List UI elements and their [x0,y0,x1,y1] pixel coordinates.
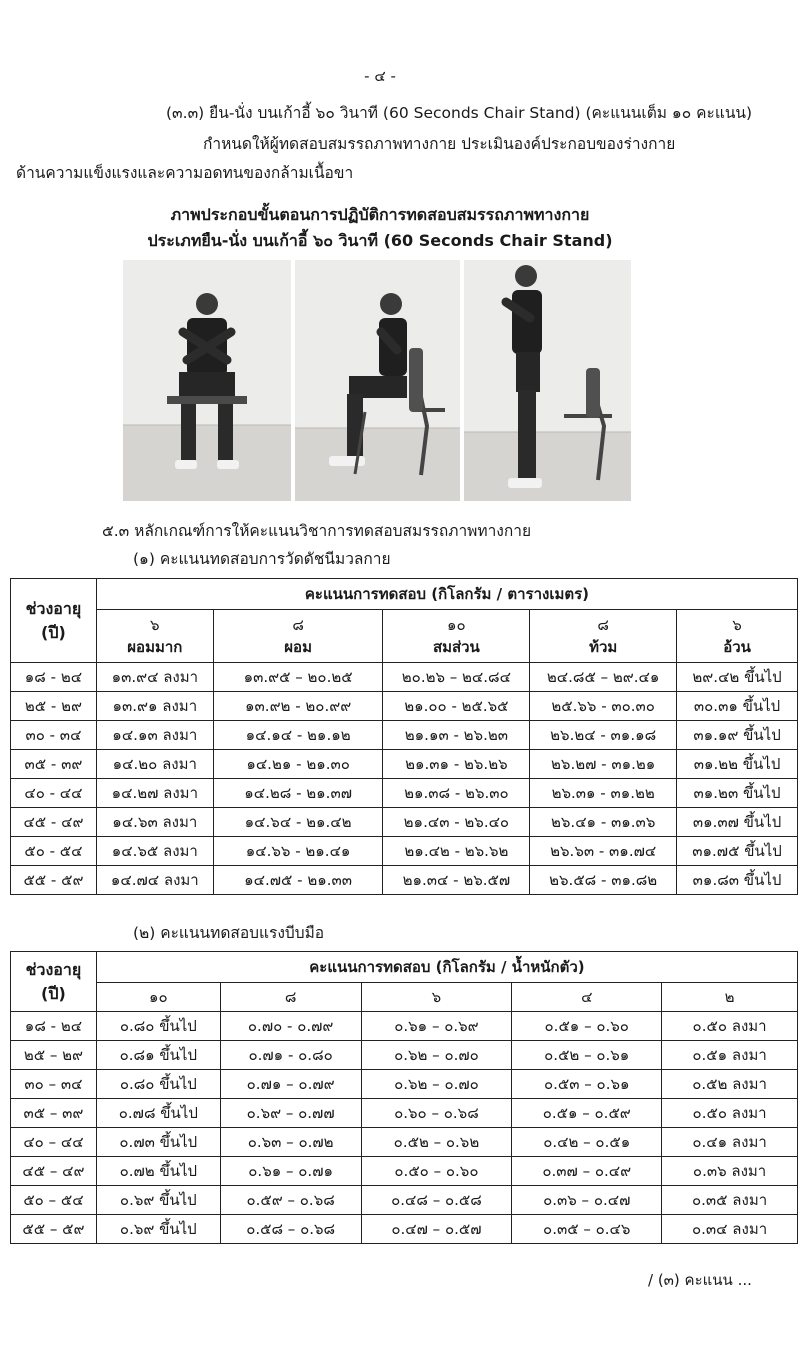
table-row [11,837,798,866]
value-cell: ๒๖.๒๔ - ๓๑.๑๘ [530,721,677,750]
age-cell: ๔๕ - ๔๙ [11,808,97,837]
value-cell: ๐.๕๑ – ๐.๖๐ [512,1012,662,1041]
value-cell: ๒๔.๘๕ – ๒๙.๔๑ [530,663,677,692]
value-cell: ๐.๕๒ ลงมา [662,1070,798,1099]
value-cell: ๐.๖๑ – ๐.๖๙ [361,1012,512,1041]
value-cell: ๑๔.๖๓ ลงมา [96,808,213,837]
value-cell: ๑๔.๒๗ ลงมา [96,779,213,808]
bmi-age-header: ช่วงอายุ (ปี) [11,579,97,663]
age-cell: ๓๐ - ๓๔ [11,721,97,750]
table-row [11,1157,798,1186]
bmi-level-thin: ๘ ผอม [213,610,383,663]
age-cell: ๒๕ - ๒๙ [11,692,97,721]
grip-score-6: ๖ [361,983,512,1012]
age-cell: ๕๕ – ๕๙ [11,1215,97,1244]
value-cell: ๐.๔๘ – ๐.๕๘ [361,1186,512,1215]
value-cell: ๐.๕๑ – ๐.๕๙ [512,1099,662,1128]
value-cell: ๐.๖๙ ขึ้นไป [96,1186,220,1215]
table-row [11,1215,798,1244]
bmi-score-table [10,578,798,895]
value-cell: ๐.๗๘ ขึ้นไป [96,1099,220,1128]
bmi-level-normal: ๑๐ สมส่วน [383,610,530,663]
value-cell: ๐.๕๓ – ๐.๖๑ [512,1070,662,1099]
age-cell: ๑๘ - ๒๔ [11,1012,97,1041]
value-cell: ๒๕.๖๖ - ๓๐.๓๐ [530,692,677,721]
photo-front-seated [123,260,291,501]
value-cell: ๒๑.๓๘ - ๒๖.๓๐ [383,779,530,808]
footer-continue: / (๓) คะแนน ... [648,1271,752,1289]
table-row [11,866,798,895]
chair-stand-photos [123,260,631,501]
value-cell: ๐.๓๖ – ๐.๔๗ [512,1186,662,1215]
value-cell: ๐.๕๒ – ๐.๖๒ [361,1128,512,1157]
value-cell: ๐.๓๖ ลงมา [662,1157,798,1186]
value-cell: ๐.๖๒ – ๐.๗๐ [361,1041,512,1070]
value-cell: ๒๖.๖๓ - ๓๑.๗๔ [530,837,677,866]
value-cell: ๐.๖๐ – ๐.๖๘ [361,1099,512,1128]
value-cell: ๑๔.๒๐ ลงมา [96,750,213,779]
value-cell: ๐.๕๐ ลงมา [662,1099,798,1128]
table-row [11,692,798,721]
value-cell: ๐.๘๑ ขึ้นไป [96,1041,220,1070]
value-cell: ๐.๘๐ ขึ้นไป [96,1070,220,1099]
table-row [11,663,798,692]
value-cell: ๑๔.๒๘ - ๒๑.๓๗ [213,779,383,808]
table-row [11,721,798,750]
bmi-level-chubby: ๘ ท้วม [530,610,677,663]
value-cell: ๑๔.๖๔ - ๒๑.๔๒ [213,808,383,837]
table-row [11,1070,798,1099]
value-cell: ๐.๕๒ – ๐.๖๑ [512,1041,662,1070]
table-row [11,1099,798,1128]
value-cell: ๑๔.๑๔ - ๒๑.๑๒ [213,721,383,750]
age-cell: ๒๕ – ๒๙ [11,1041,97,1070]
value-cell: ๑๓.๙๑ ลงมา [96,692,213,721]
value-cell: ๑๓.๙๒ - ๒๐.๙๙ [213,692,383,721]
age-cell: ๓๕ – ๓๙ [11,1099,97,1128]
bmi-score-header: คะแนนการทดสอบ (กิโลกรัม / ตารางเมตร) [96,579,797,610]
value-cell: ๐.๕๐ – ๐.๖๐ [361,1157,512,1186]
value-cell: ๒๐.๒๖ – ๒๔.๘๔ [383,663,530,692]
table-row [11,750,798,779]
value-cell: ๐.๗๑ - ๐.๘๐ [220,1041,361,1070]
section-33-desc-line1: กำหนดให้ผู้ทดสอบสมรรถภาพทางกาย ประเมินองค์ประกอบของร่างกาย [203,135,676,153]
value-cell: ๑๔.๒๑ - ๒๑.๓๐ [213,750,383,779]
value-cell: ๓๑.๓๗ ขึ้นไป [677,808,798,837]
figure-caption-line1: ภาพประกอบขั้นตอนการปฏิบัติการทดสอบสมรรถภาพทางกาย [170,205,590,224]
value-cell: ๑๔.๗๕ - ๒๑.๓๓ [213,866,383,895]
table-row [11,1186,798,1215]
value-cell: ๐.๓๔ ลงมา [662,1215,798,1244]
table-row [11,1012,798,1041]
value-cell: ๐.๗๓ ขึ้นไป [96,1128,220,1157]
section-33-desc-line2: ด้านความแข็งแรงและความอดทนของกล้ามเนื้อขา [16,164,354,182]
value-cell: ๑๓.๙๔ ลงมา [96,663,213,692]
grip-age-header: ช่วงอายุ (ปี) [11,952,97,1012]
value-cell: ๐.๗๑ – ๐.๗๙ [220,1070,361,1099]
value-cell: ๐.๕๙ – ๐.๖๘ [220,1186,361,1215]
value-cell: ๓๑.๘๓ ขึ้นไป [677,866,798,895]
value-cell: ๐.๗๒ ขึ้นไป [96,1157,220,1186]
table-row [11,808,798,837]
grip-score-table [10,951,798,1244]
table-row [11,1128,798,1157]
value-cell: ๐.๖๒ – ๐.๗๐ [361,1070,512,1099]
value-cell: ๒๑.๔๒ - ๒๖.๖๒ [383,837,530,866]
age-cell: ๓๐ – ๓๔ [11,1070,97,1099]
value-cell: ๒๑.๑๓ - ๒๖.๒๓ [383,721,530,750]
value-cell: ๑๔.๖๖ - ๒๑.๔๑ [213,837,383,866]
value-cell: ๐.๖๙ – ๐.๗๗ [220,1099,361,1128]
value-cell: ๐.๘๐ ขึ้นไป [96,1012,220,1041]
value-cell: ๐.๖๓ – ๐.๗๒ [220,1128,361,1157]
section-53-heading: ๕.๓ หลักเกณฑ์การให้คะแนนวิชาการทดสอบสมรรถภาพทางกาย [102,522,532,540]
page-number: - ๔ - [364,67,396,85]
value-cell: ๒๖.๓๑ - ๓๑.๒๒ [530,779,677,808]
value-cell: ๑๔.๑๓ ลงมา [96,721,213,750]
age-cell: ๔๕ – ๔๙ [11,1157,97,1186]
age-cell: ๕๐ - ๕๔ [11,837,97,866]
bmi-level-obese: ๖ อ้วน [677,610,798,663]
figure-caption-line2: ประเภทยืน-นั่ง บนเก้าอี้ ๖๐ วินาที (60 Seconds Chair Stand) [147,231,613,250]
value-cell: ๓๑.๗๕ ขึ้นไป [677,837,798,866]
grip-score-10: ๑๐ [96,983,220,1012]
section-53-sub2: (๒) คะแนนทดสอบแรงบีบมือ [133,924,325,942]
photo-side-seated [295,260,460,501]
value-cell: ๐.๓๕ – ๐.๔๖ [512,1215,662,1244]
section-53-sub1: (๑) คะแนนทดสอบการวัดดัชนีมวลกาย [133,550,391,568]
value-cell: ๒๑.๓๑ - ๒๖.๒๖ [383,750,530,779]
age-cell: ๕๐ – ๕๔ [11,1186,97,1215]
value-cell: ๓๑.๒๒ ขึ้นไป [677,750,798,779]
value-cell: ๓๐.๓๑ ขึ้นไป [677,692,798,721]
value-cell: ๐.๖๑ – ๐.๗๑ [220,1157,361,1186]
value-cell: ๑๔.๖๕ ลงมา [96,837,213,866]
value-cell: ๐.๗๐ - ๐.๗๙ [220,1012,361,1041]
value-cell: ๒๖.๔๑ - ๓๑.๓๖ [530,808,677,837]
value-cell: ๑๓.๙๕ – ๒๐.๒๕ [213,663,383,692]
value-cell: ๐.๕๐ ลงมา [662,1012,798,1041]
value-cell: ๐.๔๑ ลงมา [662,1128,798,1157]
value-cell: ๓๑.๒๓ ขึ้นไป [677,779,798,808]
grip-score-2: ๒ [662,983,798,1012]
value-cell: ๒๑.๔๓ - ๒๖.๔๐ [383,808,530,837]
value-cell: ๐.๓๗ – ๐.๔๙ [512,1157,662,1186]
value-cell: ๒๙.๔๒ ขึ้นไป [677,663,798,692]
photo-side-standing [464,260,631,501]
age-cell: ๓๕ - ๓๙ [11,750,97,779]
value-cell: ๒๖.๕๘ - ๓๑.๘๒ [530,866,677,895]
value-cell: ๒๖.๒๗ - ๓๑.๒๑ [530,750,677,779]
age-cell: ๔๐ - ๔๔ [11,779,97,808]
age-cell: ๕๕ - ๕๙ [11,866,97,895]
value-cell: ๐.๔๒ – ๐.๕๑ [512,1128,662,1157]
age-cell: ๔๐ – ๔๔ [11,1128,97,1157]
grip-score-4: ๔ [512,983,662,1012]
value-cell: ๐.๖๙ ขึ้นไป [96,1215,220,1244]
table-row [11,779,798,808]
value-cell: ๐.๕๘ – ๐.๖๘ [220,1215,361,1244]
value-cell: ๒๑.๐๐ - ๒๕.๖๕ [383,692,530,721]
table-row [11,1041,798,1070]
value-cell: ๐.๕๑ ลงมา [662,1041,798,1070]
value-cell: ๓๑.๑๙ ขึ้นไป [677,721,798,750]
grip-score-header: คะแนนการทดสอบ (กิโลกรัม / น้ำหนักตัว) [96,952,797,983]
grip-score-8: ๘ [220,983,361,1012]
age-cell: ๑๘ - ๒๔ [11,663,97,692]
value-cell: ๑๔.๗๔ ลงมา [96,866,213,895]
value-cell: ๒๑.๓๔ - ๒๖.๕๗ [383,866,530,895]
section-33-heading: (๓.๓) ยืน-นั่ง บนเก้าอี้ ๖๐ วินาที (60 Seconds Chair Stand) (คะแนนเต็ม ๑๐ คะแนน) [166,104,753,122]
bmi-level-very-thin: ๖ ผอมมาก [96,610,213,663]
value-cell: ๐.๔๗ – ๐.๕๗ [361,1215,512,1244]
value-cell: ๐.๓๕ ลงมา [662,1186,798,1215]
